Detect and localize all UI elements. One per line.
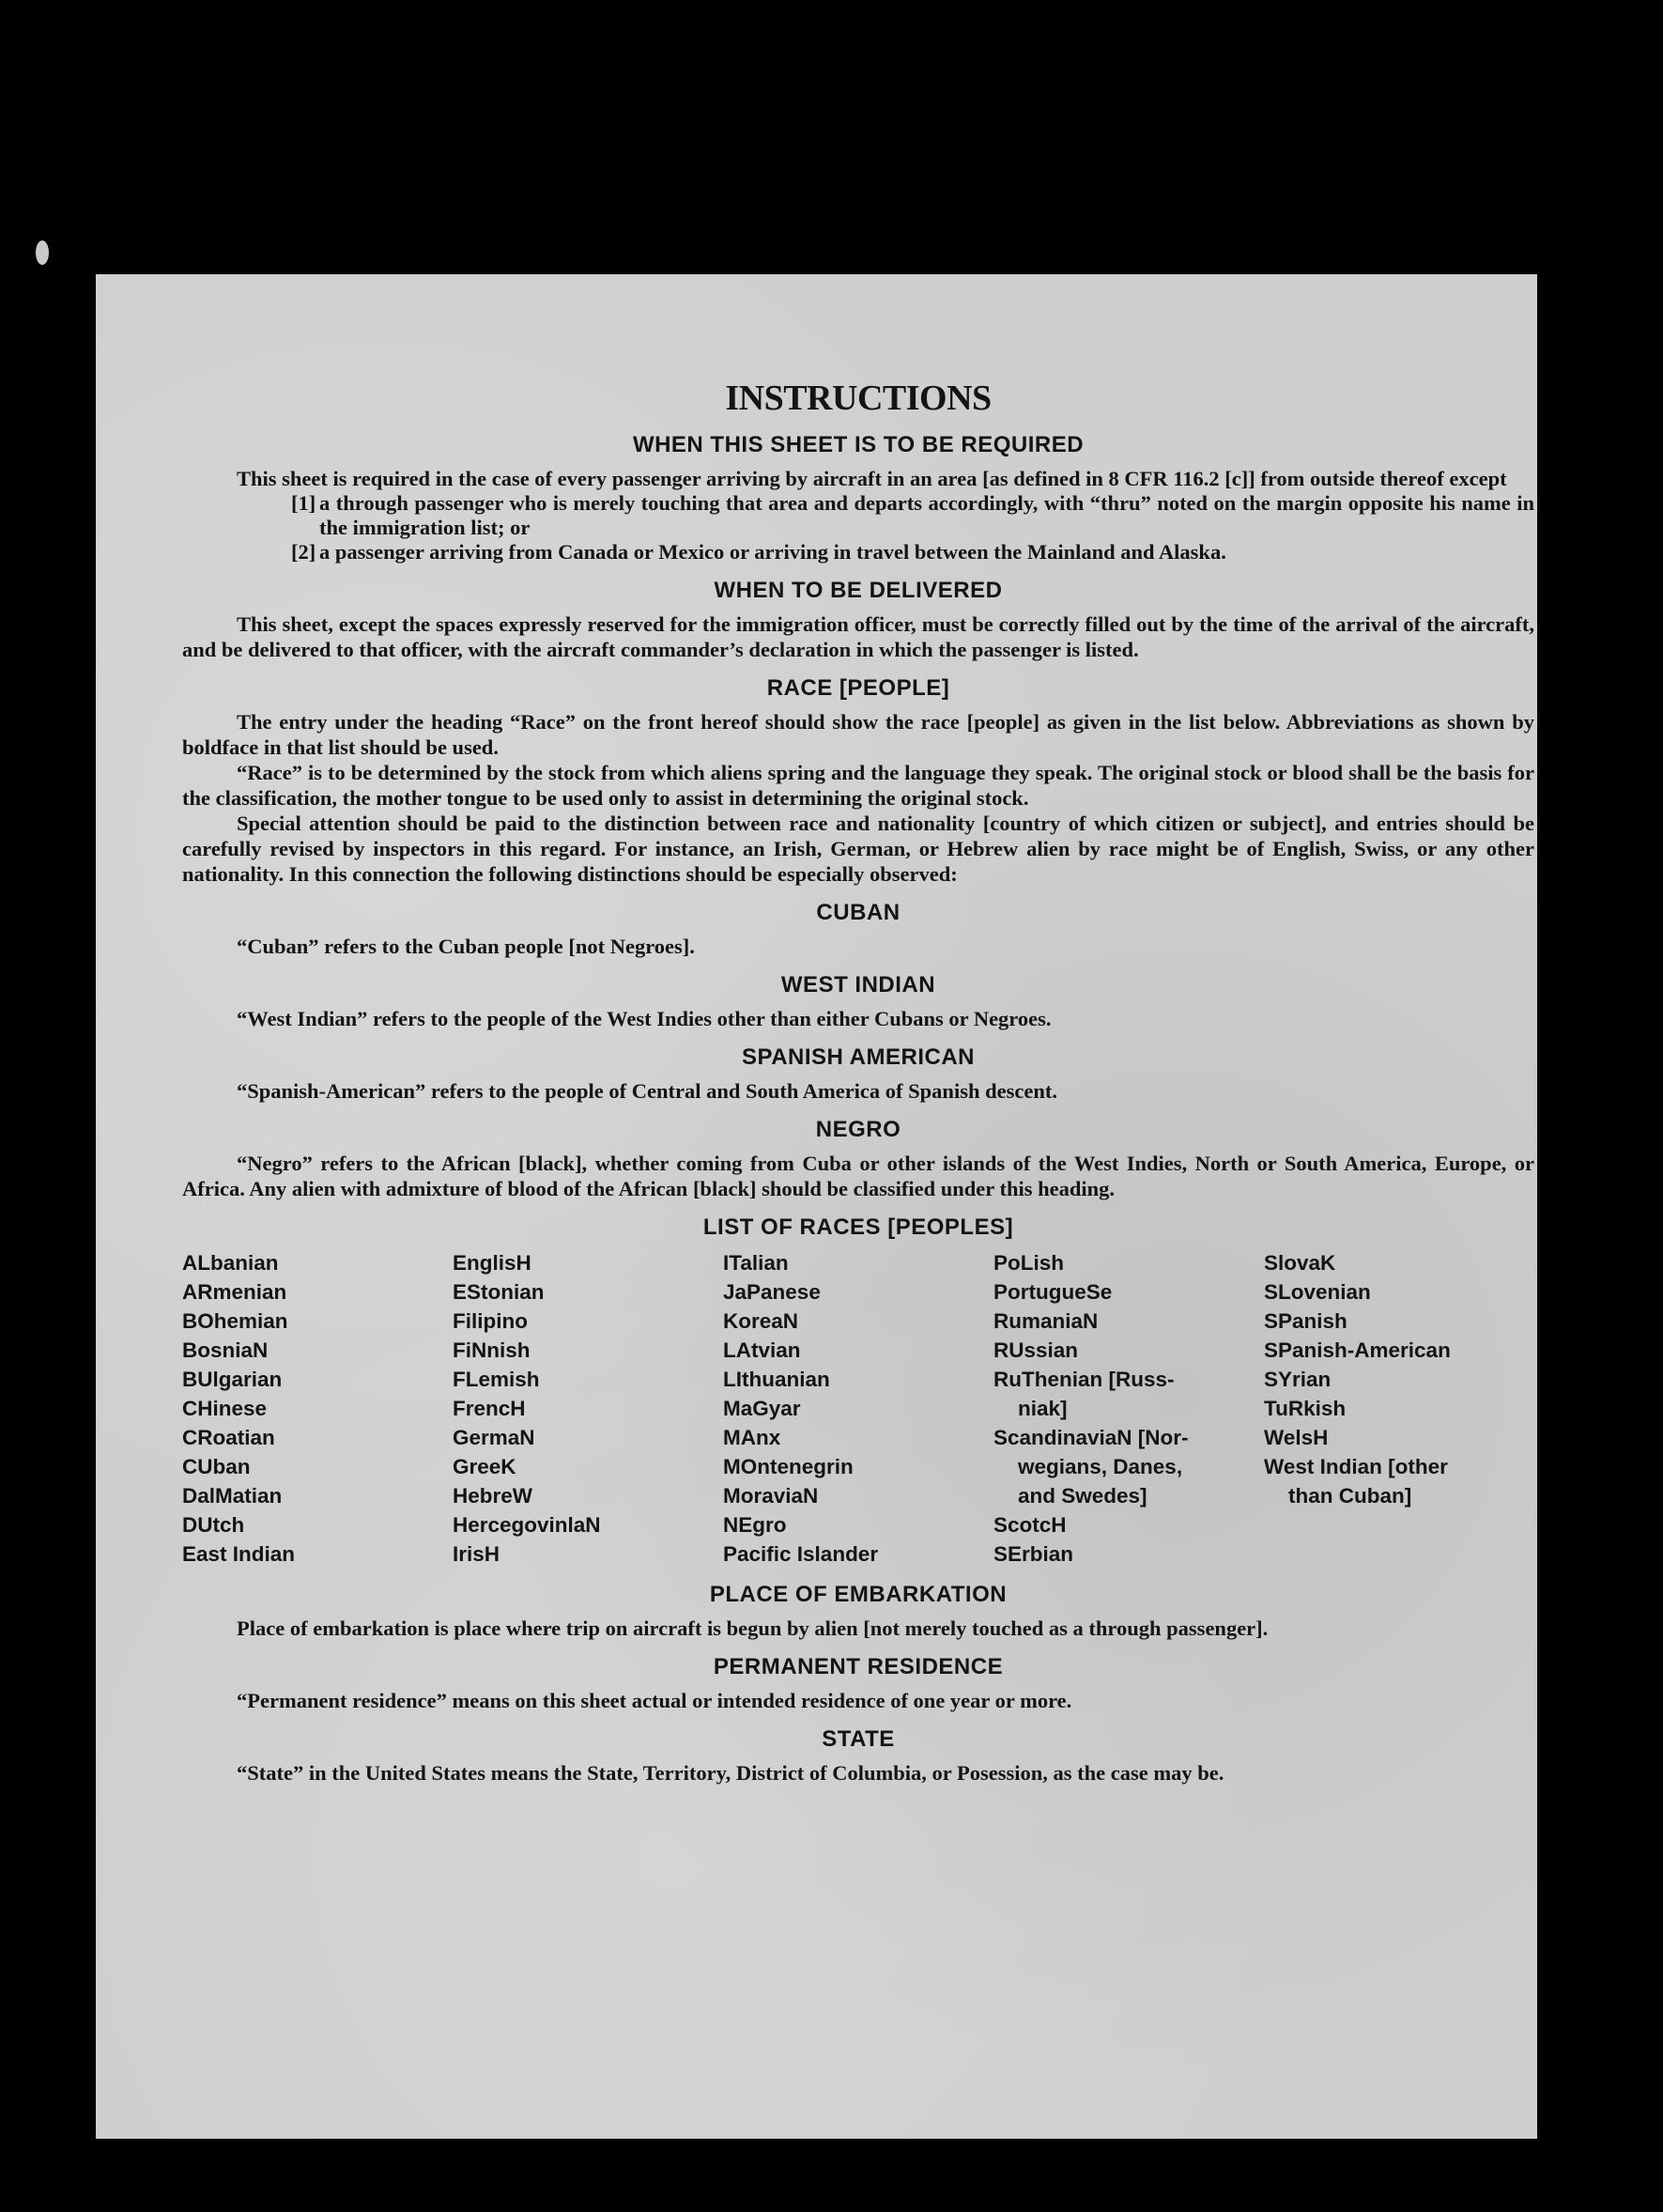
- race-item: Pacific Islander: [723, 1542, 879, 1566]
- race-item: EStonian: [453, 1280, 545, 1304]
- race-item: LAtvian: [723, 1338, 801, 1362]
- embarkation-text: Place of embarkation is place where trip on aircraft is begun by alien [not merely touched as a through passenger].: [237, 1616, 1269, 1640]
- document-page: [96, 274, 1537, 2139]
- race-item: West Indian [other: [1264, 1455, 1448, 1478]
- heading-west-indian: WEST INDIAN: [780, 972, 936, 998]
- heading-required: WHEN THIS SHEET IS TO BE REQUIRED: [632, 432, 1085, 457]
- exception-text: a passenger arriving from Canada or Mexico or arriving in travel between the Mainland and Alaska.: [319, 540, 1226, 564]
- race-item: and Swedes]: [1018, 1484, 1147, 1508]
- race-item: RumaniaN: [993, 1309, 1099, 1333]
- races-column: [182, 1248, 453, 1569]
- heading-races-list: LIST OF RACES [PEOPLES]: [702, 1214, 1014, 1240]
- race-item: MOntenegrin: [723, 1455, 854, 1478]
- race-item: SPanish-American: [1264, 1338, 1451, 1362]
- exception-item-2: [182, 540, 1534, 565]
- race-item: DUtch: [182, 1513, 245, 1537]
- heading-cuban: CUBAN: [816, 900, 901, 925]
- races-column: [453, 1248, 723, 1569]
- race-item: ARmenian: [182, 1280, 287, 1304]
- race-item: NEgro: [723, 1513, 787, 1537]
- cuban-text: “Cuban” refers to the Cuban people [not Negroes].: [237, 935, 695, 958]
- heading-negro: NEGRO: [815, 1117, 901, 1142]
- race-item: CRoatian: [182, 1426, 275, 1449]
- required-intro: This sheet is required in the case of every passenger arriving by aircraft in an area [as defined in 8 CFR 116.2 [c]] from outside thereof except: [237, 467, 1507, 490]
- race-item: Filipino: [453, 1309, 528, 1333]
- race-item: niak]: [1018, 1397, 1068, 1420]
- race-item: DalMatian: [182, 1484, 283, 1508]
- heading-race: RACE [PEOPLE]: [766, 675, 950, 701]
- race-item: East Indian: [182, 1542, 296, 1566]
- race-item: LIthuanian: [723, 1368, 830, 1391]
- delivered-text: This sheet, except the spaces expressly reserved for the immigration officer, must be correctly filled out by the time of the arrival of the aircraft, and be delivered to that officer, with the aircraft commander’s declaration in which the passenger is listed.: [182, 612, 1534, 661]
- heading-spanish-american: SPANISH AMERICAN: [741, 1044, 975, 1070]
- exception-number: [1]: [291, 491, 316, 515]
- race-paragraph-2: “Race” is to be determined by the stock from which aliens spring and the language they speak. The original stock or blood shall be the basis for the classification, the mother tongue to be used only to assist in determining the original stock.: [182, 761, 1534, 810]
- race-paragraph-1: The entry under the heading “Race” on the front hereof should show the race [people] as given in the list below. Abbreviations as shown by boldface in that list should be used.: [182, 710, 1534, 759]
- races-list: [182, 1248, 1534, 1569]
- race-item: CHinese: [182, 1397, 268, 1420]
- heading-residence: PERMANENT RESIDENCE: [713, 1654, 1004, 1679]
- race-item: than Cuban]: [1288, 1484, 1412, 1508]
- page-title: INSTRUCTIONS: [725, 379, 992, 418]
- state-text: “State” in the United States means the State, Territory, District of Columbia, or Posession, as the case may be.: [237, 1761, 1224, 1785]
- instructions-content: [182, 378, 1534, 1786]
- race-item: RuThenian [Russ-: [993, 1368, 1175, 1391]
- race-item: SlovaK: [1264, 1251, 1336, 1275]
- race-item: PoLish: [993, 1251, 1065, 1275]
- race-item: MaGyar: [723, 1397, 801, 1420]
- race-item: GermaN: [453, 1426, 535, 1449]
- race-item: EnglisH: [453, 1251, 531, 1275]
- race-item: GreeK: [453, 1455, 516, 1478]
- race-item: IrisH: [453, 1542, 500, 1566]
- race-paragraph-3: Special attention should be paid to the distinction between race and nationality [country of which citizen or subject], and entries should be carefully revised by inspectors in this regard. For instance, an Irish, German, or Hebrew alien by race might be of English, Swiss, or any other nationality. In this connection the following distinctions should be especially observed:: [182, 812, 1534, 886]
- race-item: BOhemian: [182, 1309, 288, 1333]
- race-item: SLovenian: [1264, 1280, 1371, 1304]
- west-indian-text: “West Indian” refers to the people of the West Indies other than either Cubans or Negroes.: [237, 1007, 1052, 1030]
- race-item: SPanish: [1264, 1309, 1347, 1333]
- race-item: ITalian: [723, 1251, 789, 1275]
- race-item: KoreaN: [723, 1309, 799, 1333]
- race-item: wegians, Danes,: [1018, 1455, 1183, 1478]
- race-item: TuRkish: [1264, 1397, 1347, 1420]
- heading-delivered: WHEN TO BE DELIVERED: [714, 578, 1003, 603]
- negro-text: “Negro” refers to the African [black], whether coming from Cuba or other islands of the West Indies, North or South America, Europe, or Africa. Any alien with admixture of blood of the African [black] should be classified under this heading.: [182, 1152, 1534, 1200]
- races-column: [993, 1248, 1264, 1569]
- heading-state: STATE: [822, 1726, 895, 1752]
- exception-item-1: [182, 491, 1534, 540]
- race-item: HebreW: [453, 1484, 533, 1508]
- spanish-american-text: “Spanish-American” refers to the people of Central and South America of Spanish descent.: [237, 1079, 1057, 1103]
- race-item: FLemish: [453, 1368, 540, 1391]
- race-item: SErbian: [993, 1542, 1074, 1566]
- race-item: PortugueSe: [993, 1280, 1113, 1304]
- edge-speck: [36, 240, 49, 265]
- race-item: MAnx: [723, 1426, 781, 1449]
- residence-text: “Permanent residence” means on this sheet actual or intended residence of one year or more.: [237, 1689, 1072, 1712]
- race-item: JaPanese: [723, 1280, 821, 1304]
- race-item: MoraviaN: [723, 1484, 819, 1508]
- race-item: BUlgarian: [182, 1368, 283, 1391]
- race-item: FrencH: [453, 1397, 526, 1420]
- races-column: [1264, 1248, 1534, 1569]
- race-item: BosniaN: [182, 1338, 269, 1362]
- race-item: SYrian: [1264, 1368, 1332, 1391]
- race-item: RUssian: [993, 1338, 1079, 1362]
- exception-number: [2]: [291, 540, 316, 564]
- race-item: ScotcH: [993, 1513, 1067, 1537]
- race-item: ALbanian: [182, 1251, 279, 1275]
- races-column: [723, 1248, 993, 1569]
- race-item: CUban: [182, 1455, 251, 1478]
- race-item: HercegovinlaN: [453, 1513, 601, 1537]
- race-item: FiNnish: [453, 1338, 531, 1362]
- race-item: ScandinaviaN [Nor-: [993, 1426, 1189, 1449]
- heading-embarkation: PLACE OF EMBARKATION: [709, 1582, 1008, 1607]
- race-item: WelsH: [1264, 1426, 1329, 1449]
- exception-text: a through passenger who is merely touching that area and departs accordingly, with “thru” noted on the margin opposite his name in the immigration list; or: [319, 491, 1534, 539]
